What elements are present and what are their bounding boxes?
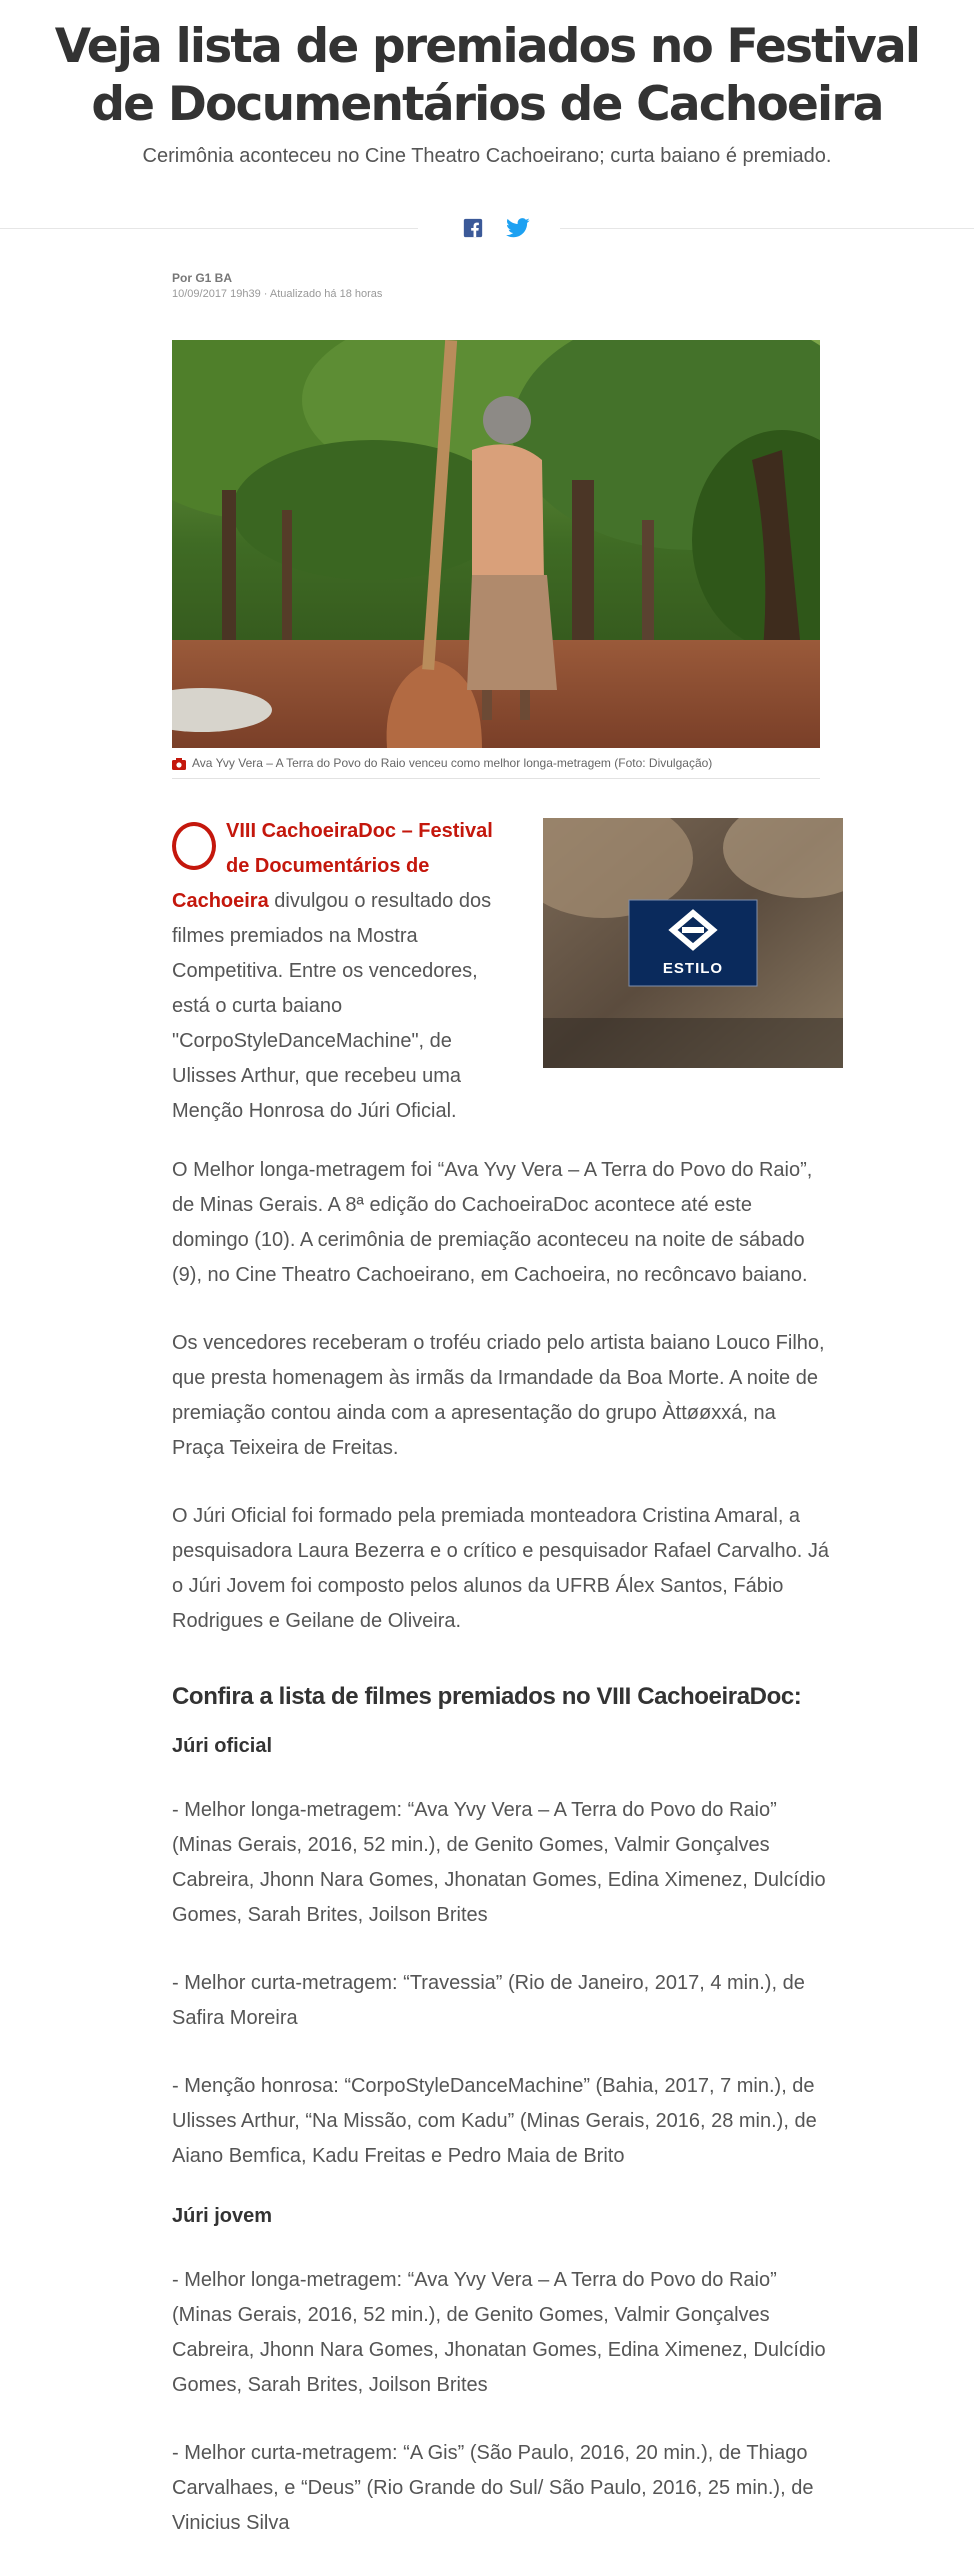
official-jury-item-2: - Melhor curta-metragem: “Travessia” (Rio de Janeiro, 2017, 4 min.), de Safira Moreira xyxy=(172,1972,805,2029)
ad-banner-image xyxy=(543,818,843,1068)
article-byline: Por G1 BA xyxy=(172,271,233,285)
youth-jury-item-1: - Melhor longa-metragem: “Ava Yvy Vera – A Terra do Povo do Raio” (Minas Gerais, 2016, 52 min.), de Genito Gomes, Valmir Gonçalves Cabreira, Jhonn Nara Gomes, Jhonatan Gomes, Edina Ximenez, Dulcídio Gomes, Sarah Brites, Joilson Brites xyxy=(172,2269,826,2396)
twitter-icon[interactable] xyxy=(506,218,530,238)
youth-jury-heading: Júri jovem xyxy=(172,2205,273,2227)
ad-brand: ESTILO xyxy=(662,960,724,977)
winners-list-title: Confira a lista de filmes premiados no VIII CachoeiraDoc: xyxy=(172,1683,802,1710)
drop-cap xyxy=(172,822,216,870)
forest-scene-image xyxy=(172,340,820,748)
article-title: Veja lista de premiados no Festival de Documentários de Cachoeira xyxy=(54,19,920,132)
advertisement[interactable] xyxy=(543,818,843,1068)
cachoeiradoc-link[interactable]: VIII CachoeiraDoc – Festival de Documentários de Cachoeira xyxy=(172,820,493,912)
lead-paragraph xyxy=(172,814,502,1129)
paragraph-1: O Melhor longa-metragem foi “Ava Yvy Vera – A Terra do Povo do Raio”, de Minas Gerais. A 8ª edição do CachoeiraDoc acontece até este domingo (10). A cerimônia de premiação aconteceu na noite de sábado (9), no Cine Theatro Cachoeirano, em Cachoeira, no recôncavo baiano. xyxy=(172,1159,813,1286)
share-divider-left xyxy=(0,228,418,229)
facebook-icon[interactable] xyxy=(462,217,484,239)
photo-caption-text: Ava Yvy Vera – A Terra do Povo do Raio venceu como melhor longa-metragem (Foto: Divulgação) xyxy=(192,756,713,770)
photo-caption xyxy=(172,755,820,779)
article-dateline: 10/09/2017 19h39 · Atualizado há 18 horas xyxy=(172,288,383,300)
official-jury-heading: Júri oficial xyxy=(172,1735,273,1757)
paragraph-2: Os vencedores receberam o troféu criado pelo artista baiano Louco Filho, que presta homenagem às irmãs da Irmandade da Boa Morte. A noite de premiação contou ainda com a apresentação do grupo Àttøøxxá, na Praça Teixeira de Freitas. xyxy=(172,1332,825,1459)
camera-icon xyxy=(172,758,186,770)
share-divider-right xyxy=(560,228,974,229)
share-bar xyxy=(0,228,974,230)
paragraph-3: O Júri Oficial foi formado pela premiada monteadora Cristina Amaral, a pesquisadora Laura Bezerra e o crítico e pesquisador Rafael Carvalho. Já o Júri Jovem foi composto pelos alunos da UFRB Álex Santos, Fábio Rodrigues e Geilane de Oliveira. xyxy=(172,1505,830,1632)
official-jury-item-1: - Melhor longa-metragem: “Ava Yvy Vera – A Terra do Povo do Raio” (Minas Gerais, 2016, 52 min.), de Genito Gomes, Valmir Gonçalves Cabreira, Jhonn Nara Gomes, Jhonatan Gomes, Edina Ximenez, Dulcídio Gomes, Sarah Brites, Joilson Brites xyxy=(172,1799,826,1926)
official-jury-item-3: - Menção honrosa: “CorpoStyleDanceMachine” (Bahia, 2017, 7 min.), de Ulisses Arthur, “Na Missão, com Kadu” (Minas Gerais, 2016, 28 min.), de Aiano Bemfica, Kadu Freitas e Pedro Maia de Brito xyxy=(172,2075,817,2167)
lead-text: divulgou o resultado dos filmes premiados na Mostra Competitiva. Entre os vencedores, está o curta baiano "CorpoStyleDanceMachine", de Ulisses Arthur, que recebeu uma Menção Honrosa do Júri Oficial. xyxy=(172,890,492,1122)
article-photo xyxy=(172,340,820,748)
article-subtitle: Cerimônia aconteceu no Cine Theatro Cachoeirano; curta baiano é premiado. xyxy=(142,145,832,167)
youth-jury-item-2: - Melhor curta-metragem: “A Gis” (São Paulo, 2016, 20 min.), de Thiago Carvalhaes, e “Deus” (Rio Grande do Sul/ São Paulo, 2016, 25 min.), de Vinicius Silva xyxy=(172,2442,814,2534)
